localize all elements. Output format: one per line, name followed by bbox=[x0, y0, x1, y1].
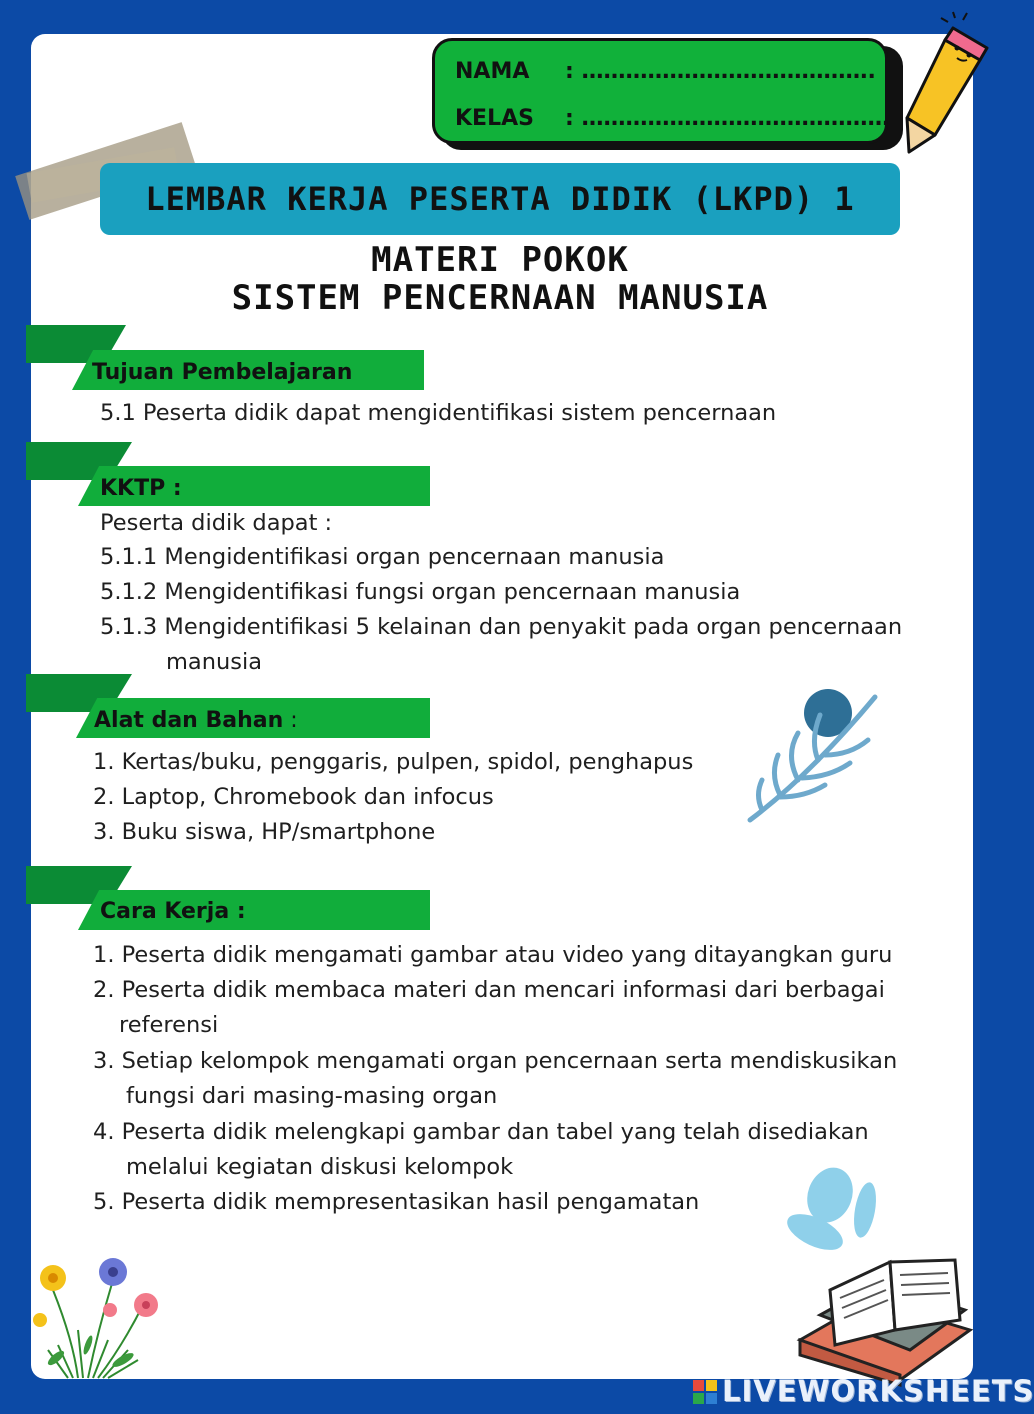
kelas-label: KELAS bbox=[455, 106, 534, 131]
cara-item: 5. Peserta didik mempresentasikan hasil pengamatan bbox=[93, 1189, 700, 1215]
alat-label-colon: : bbox=[283, 708, 298, 733]
alat-item: 2. Laptop, Chromebook dan infocus bbox=[93, 784, 494, 810]
cara-item-continued: referensi bbox=[119, 1012, 219, 1038]
kelas-field[interactable]: : …………………………………… bbox=[565, 106, 890, 131]
nama-label: NAMA bbox=[455, 59, 530, 84]
kktp-item: 5.1.1 Mengidentifikasi organ pencernaan manusia bbox=[100, 544, 665, 570]
kktp-item-continued: manusia bbox=[166, 649, 262, 675]
kelas-row[interactable] bbox=[455, 106, 889, 131]
alat-label-row bbox=[94, 708, 298, 733]
cara-item-continued: melalui kegiatan diskusi kelompok bbox=[126, 1154, 514, 1180]
cara-item: 3. Setiap kelompok mengamati organ pencernaan serta mendiskusikan bbox=[93, 1048, 898, 1074]
tujuan-item: 5.1 Peserta didik dapat mengidentifikasi sistem pencernaan bbox=[100, 400, 777, 426]
alat-label: Alat dan Bahan bbox=[94, 708, 284, 733]
pencil-icon bbox=[895, 10, 995, 155]
kktp-item: 5.1.3 Mengidentifikasi 5 kelainan dan penyakit pada organ pencernaan bbox=[100, 614, 903, 640]
watermark: LIVEWORKSHEETS bbox=[722, 1374, 1034, 1408]
kktp-label: KKTP : bbox=[100, 476, 182, 501]
leaf-icon bbox=[740, 685, 890, 830]
flowers-icon bbox=[28, 1250, 168, 1380]
alat-item: 1. Kertas/buku, penggaris, pulpen, spidol, penghapus bbox=[93, 749, 694, 775]
liveworksheets-logo-icon bbox=[693, 1380, 717, 1404]
subtitle-line2: SISTEM PENCERNAAN MANUSIA bbox=[231, 278, 769, 318]
cara-label: Cara Kerja : bbox=[100, 899, 246, 924]
tujuan-label: Tujuan Pembelajaran bbox=[92, 360, 353, 385]
cara-item: 4. Peserta didik melengkapi gambar dan tabel yang telah disediakan bbox=[93, 1119, 869, 1145]
kktp-intro: Peserta didik dapat : bbox=[100, 510, 333, 536]
subtitle-line1: MATERI POKOK bbox=[371, 240, 629, 280]
name-box bbox=[432, 38, 888, 144]
book-icon bbox=[780, 1170, 980, 1385]
alat-item: 3. Buku siswa, HP/smartphone bbox=[93, 819, 436, 845]
nama-field[interactable]: : …………………………………. bbox=[565, 59, 876, 84]
cara-item-continued: fungsi dari masing-masing organ bbox=[126, 1083, 498, 1109]
nama-row[interactable] bbox=[455, 59, 876, 84]
cara-item: 2. Peserta didik membaca materi dan mencari informasi dari berbagai bbox=[93, 977, 885, 1003]
cara-item: 1. Peserta didik mengamati gambar atau video yang ditayangkan guru bbox=[93, 942, 893, 968]
page-title: LEMBAR KERJA PESERTA DIDIK (LKPD) 1 bbox=[145, 180, 855, 218]
kktp-item: 5.1.2 Mengidentifikasi fungsi organ pencernaan manusia bbox=[100, 579, 741, 605]
